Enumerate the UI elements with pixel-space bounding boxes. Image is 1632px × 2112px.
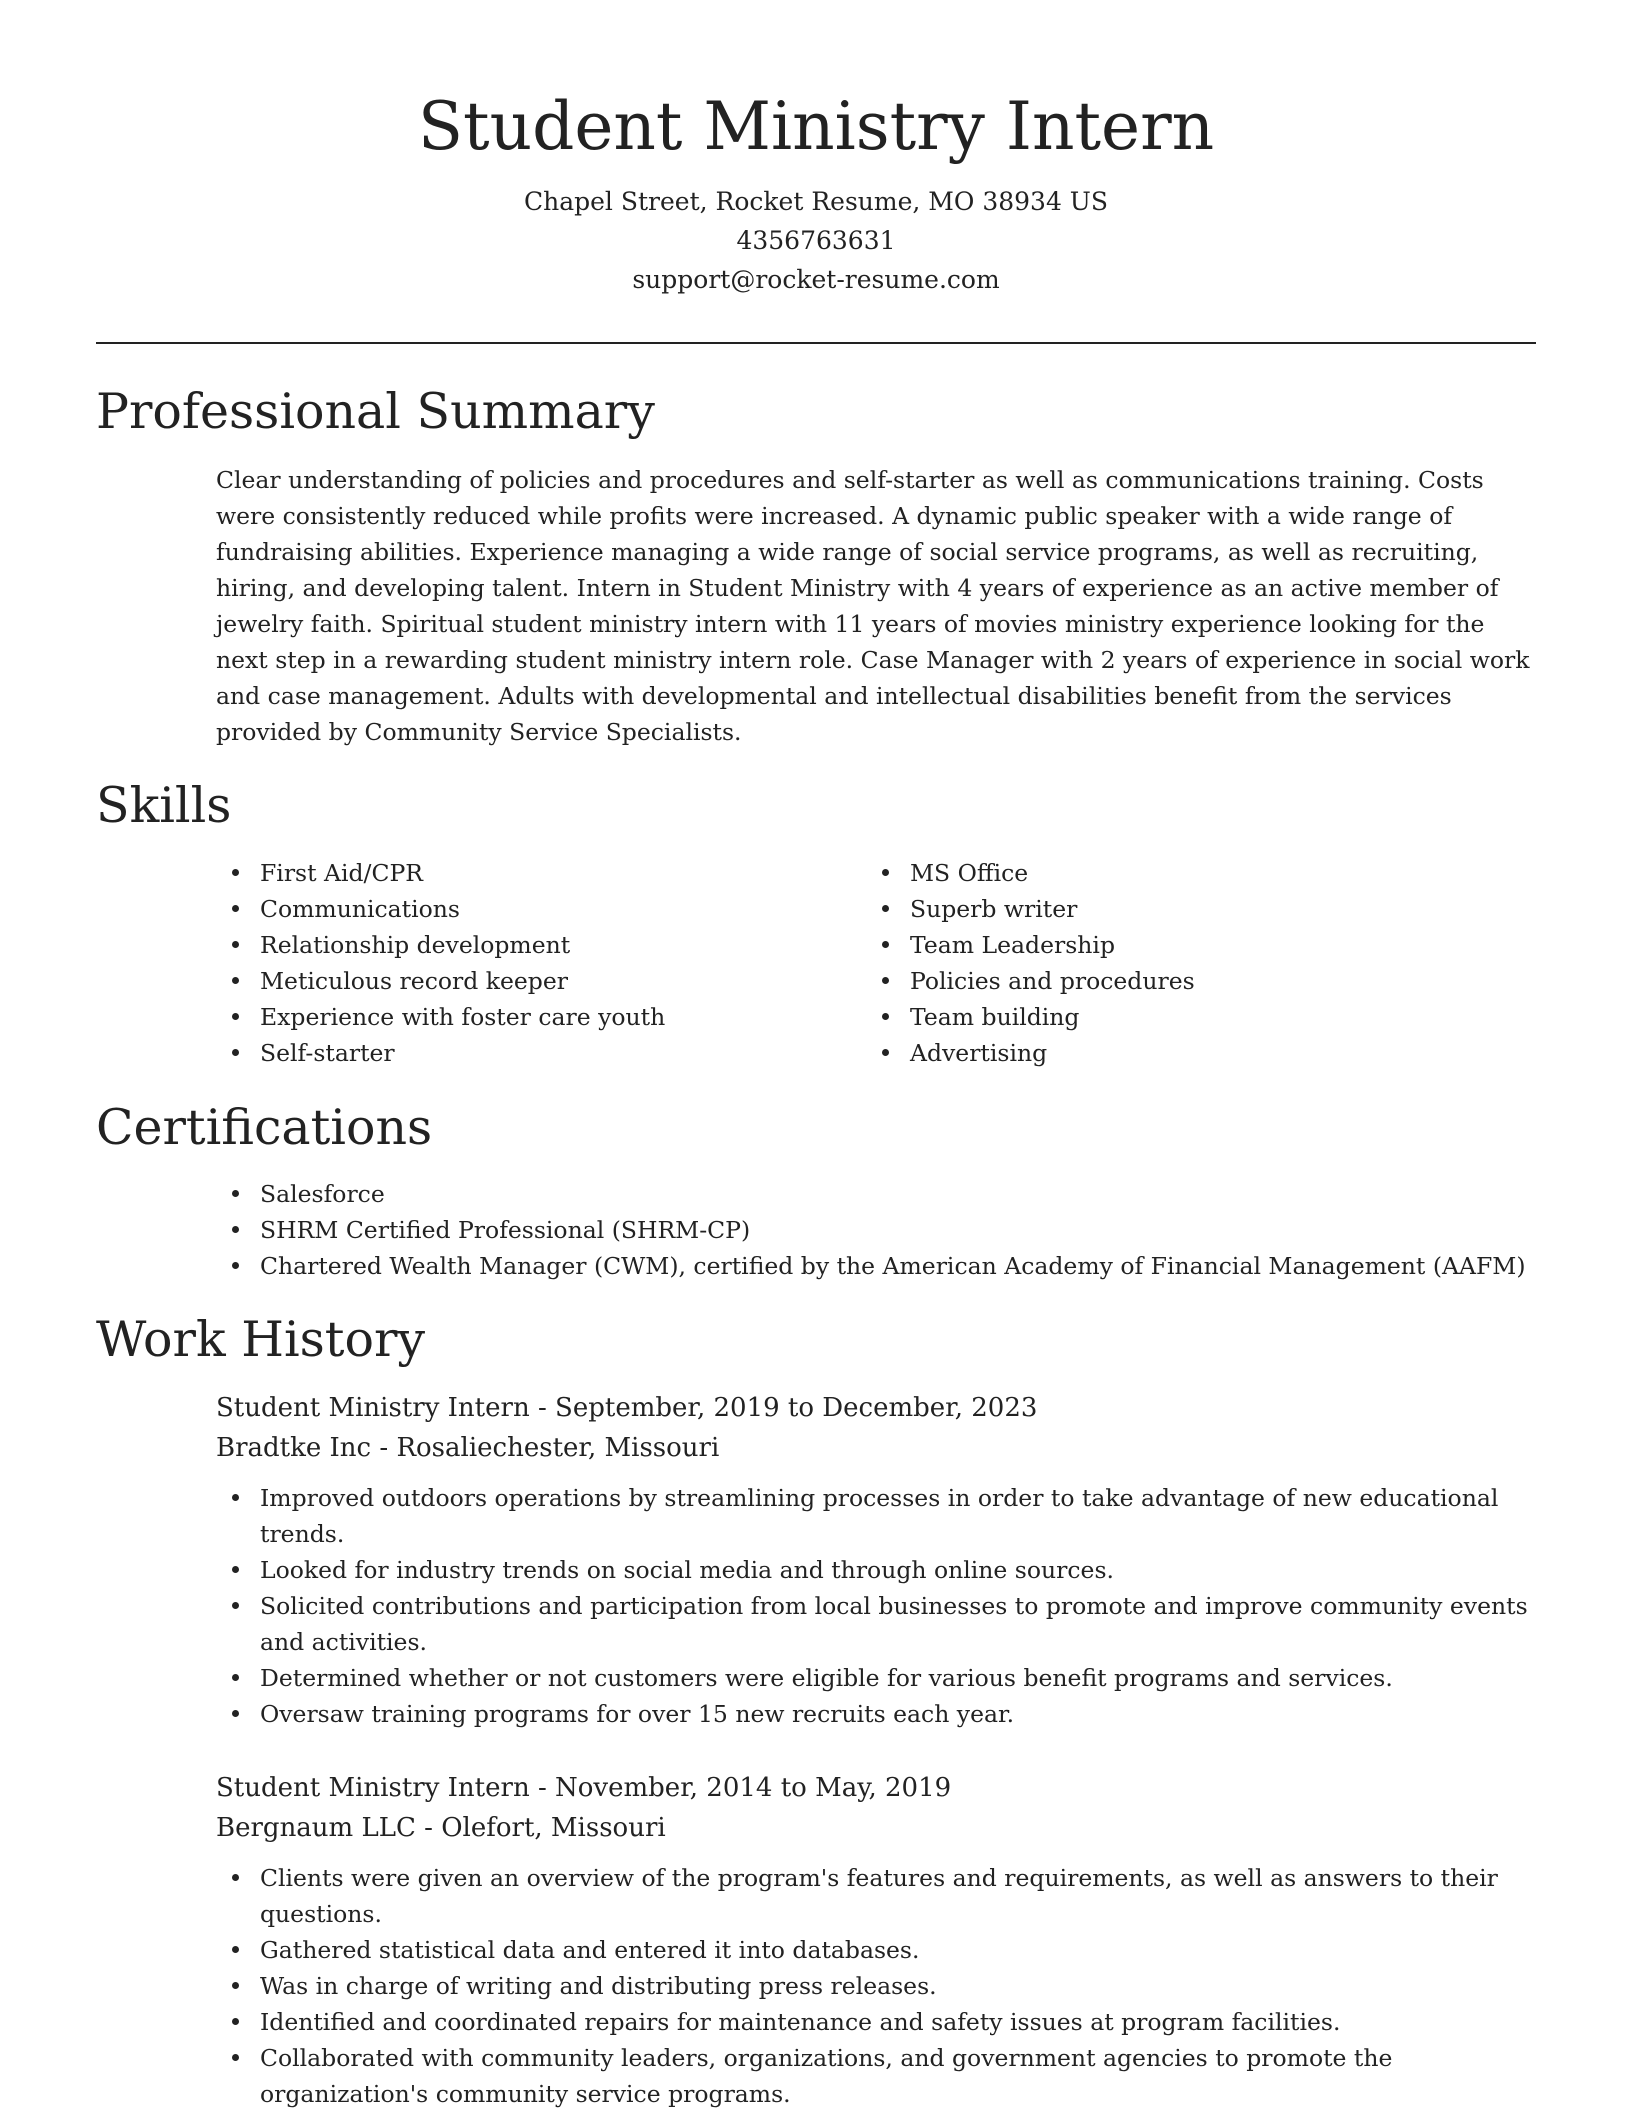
job-company: Bergnaum LLC	[216, 1813, 416, 1843]
skill-item: Team building	[866, 999, 1486, 1035]
certifications-list	[216, 1176, 1541, 1284]
skill-item: Superb writer	[866, 891, 1486, 927]
certification-item: Chartered Wealth Manager (CWM), certified by the American Academy of Financial Management (AAFM)	[216, 1248, 1541, 1284]
skills-heading: Skills	[96, 777, 232, 834]
job-bullets	[216, 1480, 1541, 1732]
header-divider	[96, 342, 1536, 344]
job-bullet: Solicited contributions and participation from local businesses to promote and improve community events and activities.	[216, 1588, 1541, 1660]
work-history-heading: Work History	[96, 1311, 426, 1368]
contact-email: support@rocket-resume.com	[632, 265, 1000, 294]
skill-item: First Aid/CPR	[216, 855, 836, 891]
skill-item: Self-starter	[216, 1035, 836, 1071]
resume-header	[96, 82, 1536, 299]
job-company-line: Bergnaum LLC - Olefort, Missouri	[216, 1813, 666, 1843]
job-bullets	[216, 1860, 1541, 2112]
job-title-line: Student Ministry Intern - September, 2019 to December, 2023	[216, 1393, 1038, 1423]
job-entry	[216, 1388, 1541, 1732]
skill-item: Policies and procedures	[866, 963, 1486, 999]
job-location: Rosaliechester, Missouri	[396, 1433, 720, 1463]
skill-item: Advertising	[866, 1035, 1486, 1071]
skill-item: MS Office	[866, 855, 1486, 891]
contact-address: Chapel Street, Rocket Resume, MO 38934 US	[524, 187, 1108, 216]
skills-list-right	[866, 855, 1486, 1071]
job-bullet: Clients were given an overview of the program's features and requirements, as well as answers to their questions.	[216, 1860, 1541, 1932]
skill-item: Relationship development	[216, 927, 836, 963]
job-bullet: Oversaw training programs for over 15 new recruits each year.	[216, 1696, 1541, 1732]
job-title-line: Student Ministry Intern - November, 2014 to May, 2019	[216, 1773, 952, 1803]
skill-item: Meticulous record keeper	[216, 963, 836, 999]
candidate-name: Student Ministry Intern	[417, 88, 1215, 165]
job-bullet: Was in charge of writing and distributing press releases.	[216, 1968, 1541, 2004]
job-role: Student Ministry Intern	[216, 1393, 530, 1423]
job-bullet: Identified and coordinated repairs for maintenance and safety issues at program facilities.	[216, 2004, 1541, 2040]
certification-item: SHRM Certified Professional (SHRM-CP)	[216, 1212, 1541, 1248]
job-bullet: Improved outdoors operations by streamlining processes in order to take advantage of new educational trends.	[216, 1480, 1541, 1552]
skill-item: Team Leadership	[866, 927, 1486, 963]
job-company-line: Bradtke Inc - Rosaliechester, Missouri	[216, 1433, 720, 1463]
skill-item: Communications	[216, 891, 836, 927]
job-location: Olefort, Missouri	[441, 1813, 666, 1843]
job-dates: September, 2019 to December, 2023	[555, 1393, 1038, 1423]
skills-list-left	[216, 855, 836, 1071]
skill-item: Experience with foster care youth	[216, 999, 836, 1035]
job-bullet: Looked for industry trends on social media and through online sources.	[216, 1552, 1541, 1588]
contact-phone: 4356763631	[736, 226, 896, 255]
job-bullet: Collaborated with community leaders, organizations, and government agencies to promote the organization's community service programs.	[216, 2040, 1541, 2112]
certifications-heading: Certifications	[96, 1099, 433, 1156]
job-entry	[216, 1768, 1541, 2112]
contact-info	[96, 182, 1536, 299]
job-bullet: Determined whether or not customers were eligible for various benefit programs and services.	[216, 1660, 1541, 1696]
job-dates: November, 2014 to May, 2019	[555, 1773, 952, 1803]
summary-heading: Professional Summary	[96, 383, 655, 440]
job-role: Student Ministry Intern	[216, 1773, 530, 1803]
job-bullet: Gathered statistical data and entered it into databases.	[216, 1932, 1541, 1968]
job-company: Bradtke Inc	[216, 1433, 372, 1463]
certification-item: Salesforce	[216, 1176, 1541, 1212]
summary-text: Clear understanding of policies and procedures and self-starter as well as communications training. Costs were consistently reduced while profits were increased. A dynamic public speaker with a wide range of fundraising abilities. Experience managing a wide range of social service programs, as well as recruiting, hiring, and developing talent. Intern in Student Ministry with 4 years of experience as an active member of jewelry faith. Spiritual student ministry intern with 11 years of movies ministry experience looking for the next step in a rewarding student ministry intern role. Case Manager with 2 years of experience in social work and case management. Adults with developmental and intellectual disabilities benefit from the services provided by Community Service Specialists.	[216, 466, 1530, 746]
